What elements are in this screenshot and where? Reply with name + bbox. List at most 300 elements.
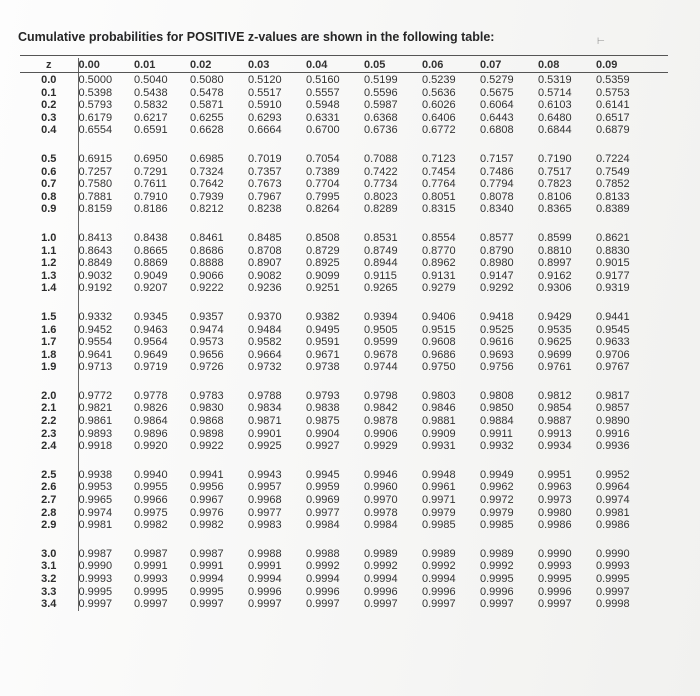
probability-cell: 0.5239 xyxy=(422,74,456,86)
probability-cell: 0.8485 xyxy=(248,231,282,244)
table-row xyxy=(20,481,668,494)
probability-cell: 0.7852 xyxy=(596,178,630,191)
probability-cell: 0.9979 xyxy=(480,506,514,519)
probability-cell: 0.9988 xyxy=(306,547,340,560)
probability-cell: 0.8729 xyxy=(306,244,340,257)
probability-cell: 0.9756 xyxy=(480,361,514,374)
z-value-cell: 0.7 xyxy=(20,178,78,191)
probability-cell: 0.7088 xyxy=(364,152,398,165)
probability-cell: 0.9980 xyxy=(538,506,572,519)
probability-cell: 0.7823 xyxy=(538,178,572,191)
probability-cell: 0.9975 xyxy=(134,506,168,519)
probability-cell: 0.7291 xyxy=(134,165,168,178)
probability-cell: 0.9991 xyxy=(134,560,168,573)
table-row xyxy=(20,191,668,204)
probability-cell: 0.5636 xyxy=(422,86,456,99)
probability-cell: 0.7611 xyxy=(134,178,167,191)
probability-cell: 0.9177 xyxy=(596,269,630,282)
probability-cell: 0.9979 xyxy=(422,506,456,519)
probability-cell: 0.8621 xyxy=(596,231,630,244)
probability-cell: 0.9994 xyxy=(306,573,340,585)
probability-cell: 0.7673 xyxy=(248,178,282,191)
table-row xyxy=(20,573,668,586)
probability-cell: 0.6141 xyxy=(596,99,630,112)
probability-cell: 0.5319 xyxy=(538,74,572,86)
probability-cell: 0.9719 xyxy=(134,361,168,374)
probability-cell: 0.7486 xyxy=(480,165,514,178)
probability-cell: 0.9842 xyxy=(364,402,398,415)
probability-cell: 0.9959 xyxy=(306,481,340,494)
probability-cell: 0.8264 xyxy=(306,203,340,216)
probability-cell: 0.9783 xyxy=(190,389,224,402)
probability-cell: 0.9484 xyxy=(248,323,282,336)
column-header: 0.01 xyxy=(134,58,190,73)
probability-cell: 0.9015 xyxy=(596,257,630,270)
probability-cell: 0.9989 xyxy=(480,547,514,560)
probability-cell: 0.9890 xyxy=(596,415,630,428)
probability-cell: 0.9599 xyxy=(364,336,398,349)
probability-cell: 0.8238 xyxy=(248,203,282,216)
probability-cell: 0.9846 xyxy=(422,402,456,415)
table-row xyxy=(20,586,668,599)
table-row xyxy=(20,99,668,112)
probability-cell: 0.9222 xyxy=(190,282,224,295)
probability-cell: 0.9996 xyxy=(422,585,456,598)
probability-cell: 0.9992 xyxy=(364,560,398,573)
probability-cell: 0.9279 xyxy=(422,282,456,295)
probability-cell: 0.8365 xyxy=(538,203,572,216)
z-value-cell: 1.8 xyxy=(20,349,78,362)
table-row xyxy=(20,216,668,245)
probability-cell: 0.8133 xyxy=(596,190,630,203)
probability-cell: 0.6331 xyxy=(306,111,340,124)
z-value-cell: 1.4 xyxy=(20,282,78,295)
probability-cell: 0.9406 xyxy=(422,310,456,323)
probability-cell: 0.5517 xyxy=(248,86,282,99)
probability-cell: 0.9992 xyxy=(306,560,340,573)
probability-cell: 0.9525 xyxy=(480,323,514,336)
probability-cell: 0.6026 xyxy=(422,99,456,112)
probability-cell: 0.9803 xyxy=(422,389,456,402)
probability-cell: 0.9582 xyxy=(248,336,282,349)
probability-cell: 0.6844 xyxy=(538,124,572,137)
probability-cell: 0.9678 xyxy=(364,348,398,361)
probability-cell: 0.7910 xyxy=(134,190,168,203)
probability-cell: 0.5398 xyxy=(78,86,113,99)
probability-cell: 0.9236 xyxy=(248,282,282,295)
probability-cell: 0.9251 xyxy=(306,282,340,295)
z-value-cell: 3.2 xyxy=(20,573,78,586)
probability-cell: 0.9573 xyxy=(190,336,224,349)
probability-cell: 0.5948 xyxy=(306,99,340,112)
z-value-cell: 1.9 xyxy=(20,361,78,374)
header-row xyxy=(20,58,668,73)
z-value-cell: 1.0 xyxy=(20,216,78,245)
probability-cell: 0.9932 xyxy=(480,440,514,453)
probability-cell: 0.9931 xyxy=(422,440,456,453)
probability-cell: 0.7324 xyxy=(190,165,224,178)
probability-cell: 0.9985 xyxy=(480,519,514,532)
probability-cell: 0.9925 xyxy=(248,440,282,453)
probability-cell: 0.9738 xyxy=(306,361,340,374)
table-row xyxy=(20,361,668,374)
probability-cell: 0.9992 xyxy=(480,560,514,573)
probability-cell: 0.9099 xyxy=(306,269,340,282)
probability-cell: 0.9918 xyxy=(78,440,113,453)
probability-cell: 0.9997 xyxy=(134,598,168,611)
column-header: 0.09 xyxy=(596,58,668,73)
probability-cell: 0.8577 xyxy=(480,231,514,244)
probability-cell: 0.9898 xyxy=(190,427,224,440)
probability-cell: 0.9982 xyxy=(190,519,224,532)
probability-cell: 0.9896 xyxy=(134,427,168,440)
table-row xyxy=(20,270,668,283)
probability-cell: 0.8159 xyxy=(78,203,113,216)
probability-cell: 0.7967 xyxy=(248,190,282,203)
probability-cell: 0.6517 xyxy=(596,111,630,124)
probability-cell: 0.9993 xyxy=(78,573,113,585)
probability-cell: 0.8810 xyxy=(538,244,572,257)
probability-cell: 0.9887 xyxy=(538,415,572,428)
probability-cell: 0.9834 xyxy=(248,402,282,415)
probability-cell: 0.6554 xyxy=(78,124,113,137)
z-value-cell: 0.5 xyxy=(20,137,78,166)
probability-cell: 0.9767 xyxy=(596,361,630,374)
table-row xyxy=(20,137,668,166)
table-row xyxy=(20,402,668,415)
z-value-cell: 3.4 xyxy=(20,598,78,611)
probability-cell: 0.8997 xyxy=(538,257,572,270)
probability-cell: 0.8599 xyxy=(538,231,572,244)
probability-cell: 0.9993 xyxy=(538,560,572,573)
table-row xyxy=(20,440,668,453)
probability-cell: 0.9370 xyxy=(248,310,282,323)
table-row xyxy=(20,73,668,87)
probability-cell: 0.9996 xyxy=(364,585,398,598)
probability-cell: 0.5120 xyxy=(248,74,282,86)
column-header: 0.07 xyxy=(480,58,538,73)
probability-cell: 0.7734 xyxy=(364,178,398,191)
probability-cell: 0.9131 xyxy=(422,269,456,282)
probability-cell: 0.9987 xyxy=(190,547,224,560)
probability-cell: 0.7422 xyxy=(364,165,398,178)
z-value-cell: 1.2 xyxy=(20,257,78,270)
probability-cell: 0.9997 xyxy=(596,585,630,598)
probability-cell: 0.8686 xyxy=(190,244,224,257)
probability-cell: 0.9082 xyxy=(248,269,282,282)
probability-cell: 0.8461 xyxy=(190,231,224,244)
table-row xyxy=(20,178,668,191)
probability-cell: 0.9977 xyxy=(248,506,282,519)
probability-cell: 0.9671 xyxy=(306,348,340,361)
z-value-cell: 2.0 xyxy=(20,374,78,403)
probability-cell: 0.9987 xyxy=(134,547,168,560)
probability-cell: 0.8289 xyxy=(364,203,398,216)
probability-cell: 0.9943 xyxy=(248,468,282,481)
probability-cell: 0.9505 xyxy=(364,323,398,336)
probability-cell: 0.9994 xyxy=(422,573,456,585)
probability-cell: 0.8665 xyxy=(134,244,168,257)
probability-cell: 0.9965 xyxy=(78,494,113,507)
z-value-cell: 2.3 xyxy=(20,428,78,441)
probability-cell: 0.7995 xyxy=(306,190,340,203)
probability-cell: 0.9997 xyxy=(480,598,514,611)
table-row xyxy=(20,374,668,403)
probability-cell: 0.9996 xyxy=(306,585,340,598)
probability-cell: 0.8830 xyxy=(596,244,630,257)
probability-cell: 0.5160 xyxy=(306,74,340,86)
probability-cell: 0.9884 xyxy=(480,415,514,428)
probability-cell: 0.9983 xyxy=(248,519,282,532)
probability-cell: 0.9854 xyxy=(538,402,572,415)
probability-cell: 0.9554 xyxy=(78,336,113,349)
probability-cell: 0.6406 xyxy=(422,111,456,124)
probability-cell: 0.8888 xyxy=(190,257,224,270)
z-value-cell: 0.1 xyxy=(20,87,78,100)
probability-cell: 0.8023 xyxy=(364,190,398,203)
probability-cell: 0.9976 xyxy=(190,506,224,519)
probability-cell: 0.8508 xyxy=(306,231,340,244)
probability-cell: 0.9664 xyxy=(248,348,282,361)
probability-cell: 0.9985 xyxy=(422,519,456,532)
z-value-cell: 0.4 xyxy=(20,124,78,137)
probability-cell: 0.6293 xyxy=(248,111,282,124)
column-header: 0.00 xyxy=(78,58,134,73)
table-row xyxy=(20,507,668,520)
probability-cell: 0.9515 xyxy=(422,323,456,336)
probability-cell: 0.9989 xyxy=(422,547,456,560)
probability-cell: 0.9997 xyxy=(78,598,113,611)
probability-cell: 0.9850 xyxy=(480,402,514,415)
z-value-cell: 3.3 xyxy=(20,586,78,599)
z-value-cell: 2.8 xyxy=(20,507,78,520)
probability-cell: 0.9686 xyxy=(422,348,456,361)
probability-cell: 0.9997 xyxy=(248,598,282,611)
probability-cell: 0.9946 xyxy=(364,468,398,481)
probability-cell: 0.8554 xyxy=(422,231,456,244)
probability-cell: 0.9929 xyxy=(364,440,398,453)
probability-cell: 0.9989 xyxy=(364,547,398,560)
probability-cell: 0.9962 xyxy=(480,481,514,494)
z-value-cell: 2.6 xyxy=(20,481,78,494)
probability-cell: 0.9994 xyxy=(364,573,398,585)
probability-cell: 0.9641 xyxy=(78,348,113,361)
probability-cell: 0.9981 xyxy=(78,519,113,532)
probability-cell: 0.9868 xyxy=(190,415,224,428)
probability-cell: 0.9972 xyxy=(480,494,514,507)
z-table xyxy=(20,58,668,611)
probability-cell: 0.6255 xyxy=(190,111,224,124)
probability-cell: 0.9994 xyxy=(190,573,224,585)
probability-cell: 0.9319 xyxy=(596,282,630,295)
probability-cell: 0.7549 xyxy=(596,165,630,178)
probability-cell: 0.9949 xyxy=(480,468,514,481)
probability-cell: 0.6950 xyxy=(134,152,168,165)
probability-cell: 0.9990 xyxy=(538,547,572,560)
stray-mark: ⊢ xyxy=(597,36,605,46)
probability-cell: 0.9732 xyxy=(248,361,282,374)
z-value-cell: 0.0 xyxy=(20,73,78,87)
probability-cell: 0.9974 xyxy=(596,494,630,507)
probability-cell: 0.9995 xyxy=(190,585,224,598)
probability-cell: 0.9857 xyxy=(596,402,630,415)
z-value-cell: 1.5 xyxy=(20,295,78,324)
probability-cell: 0.7939 xyxy=(190,190,224,203)
column-header: 0.03 xyxy=(248,58,306,73)
probability-cell: 0.5438 xyxy=(134,86,168,99)
table-row xyxy=(20,428,668,441)
probability-cell: 0.9693 xyxy=(480,348,514,361)
probability-cell: 0.9382 xyxy=(306,310,340,323)
probability-cell: 0.9961 xyxy=(422,481,456,494)
probability-cell: 0.5832 xyxy=(134,99,168,112)
probability-cell: 0.8340 xyxy=(480,203,514,216)
probability-cell: 0.6772 xyxy=(422,124,456,137)
probability-cell: 0.9744 xyxy=(364,361,398,374)
probability-cell: 0.7357 xyxy=(248,165,282,178)
probability-cell: 0.9957 xyxy=(248,481,282,494)
probability-cell: 0.5714 xyxy=(538,86,572,99)
probability-cell: 0.9990 xyxy=(596,547,630,560)
probability-cell: 0.9778 xyxy=(134,389,168,402)
probability-cell: 0.9906 xyxy=(364,427,398,440)
probability-cell: 0.9901 xyxy=(248,427,282,440)
probability-cell: 0.9953 xyxy=(78,481,113,494)
probability-cell: 0.9495 xyxy=(306,323,340,336)
probability-cell: 0.9798 xyxy=(364,389,398,402)
z-value-cell: 1.7 xyxy=(20,336,78,349)
probability-cell: 0.9875 xyxy=(306,415,340,428)
probability-cell: 0.7794 xyxy=(480,178,514,191)
table-row xyxy=(20,87,668,100)
z-value-cell: 2.4 xyxy=(20,440,78,453)
probability-cell: 0.5910 xyxy=(248,99,282,112)
probability-cell: 0.6808 xyxy=(480,124,514,137)
probability-cell: 0.5199 xyxy=(364,74,398,86)
probability-cell: 0.9893 xyxy=(78,427,113,440)
probability-cell: 0.9997 xyxy=(364,598,398,611)
probability-cell: 0.6064 xyxy=(480,99,514,112)
probability-cell: 0.9616 xyxy=(480,336,514,349)
probability-cell: 0.5478 xyxy=(190,86,224,99)
probability-cell: 0.5359 xyxy=(596,74,630,86)
z-value-cell: 0.3 xyxy=(20,112,78,125)
table-row xyxy=(20,257,668,270)
z-value-cell: 1.1 xyxy=(20,245,78,258)
probability-cell: 0.8643 xyxy=(78,244,113,257)
table-row xyxy=(20,336,668,349)
probability-cell: 0.8770 xyxy=(422,244,456,257)
probability-cell: 0.9991 xyxy=(248,560,282,573)
probability-cell: 0.9951 xyxy=(538,468,572,481)
probability-cell: 0.9986 xyxy=(538,519,572,532)
probability-cell: 0.9995 xyxy=(480,573,514,585)
probability-cell: 0.8790 xyxy=(480,244,514,257)
probability-cell: 0.9306 xyxy=(538,282,572,295)
probability-cell: 0.5753 xyxy=(596,86,630,99)
probability-cell: 0.9997 xyxy=(190,598,224,611)
probability-cell: 0.9812 xyxy=(538,389,572,402)
table-row xyxy=(20,203,668,216)
probability-cell: 0.9911 xyxy=(480,427,513,440)
probability-cell: 0.9357 xyxy=(190,310,224,323)
probability-cell: 0.9633 xyxy=(596,336,630,349)
probability-cell: 0.9909 xyxy=(422,427,456,440)
probability-cell: 0.5596 xyxy=(364,86,398,99)
probability-cell: 0.9995 xyxy=(596,573,630,585)
probability-cell: 0.9993 xyxy=(596,560,630,573)
probability-cell: 0.8389 xyxy=(596,203,630,216)
table-row xyxy=(20,324,668,337)
z-value-cell: 3.1 xyxy=(20,560,78,573)
probability-cell: 0.9913 xyxy=(538,427,572,440)
probability-cell: 0.9984 xyxy=(364,519,398,532)
table-top-rule xyxy=(20,55,668,56)
probability-cell: 0.9994 xyxy=(248,573,282,585)
probability-cell: 0.9971 xyxy=(422,494,456,507)
probability-cell: 0.9292 xyxy=(480,282,514,295)
probability-cell: 0.9995 xyxy=(78,585,113,598)
probability-cell: 0.9940 xyxy=(134,468,168,481)
probability-cell: 0.9821 xyxy=(78,402,113,415)
probability-cell: 0.9936 xyxy=(596,440,630,453)
probability-cell: 0.9788 xyxy=(248,389,282,402)
probability-cell: 0.8438 xyxy=(134,231,168,244)
probability-cell: 0.7389 xyxy=(306,165,340,178)
z-value-cell: 2.5 xyxy=(20,453,78,482)
probability-cell: 0.5675 xyxy=(480,86,514,99)
probability-cell: 0.9984 xyxy=(306,519,340,532)
probability-cell: 0.9808 xyxy=(480,389,514,402)
table-row xyxy=(20,112,668,125)
probability-cell: 0.8749 xyxy=(364,244,398,257)
column-header: 0.02 xyxy=(190,58,248,73)
probability-cell: 0.9535 xyxy=(538,323,572,336)
z-value-cell: 2.9 xyxy=(20,519,78,532)
probability-cell: 0.7123 xyxy=(422,152,456,165)
probability-cell: 0.9997 xyxy=(306,598,340,611)
probability-cell: 0.8315 xyxy=(422,203,456,216)
probability-cell: 0.9969 xyxy=(306,494,340,507)
probability-cell: 0.9967 xyxy=(190,494,224,507)
probability-cell: 0.9970 xyxy=(364,494,398,507)
probability-cell: 0.9591 xyxy=(306,336,340,349)
probability-cell: 0.6985 xyxy=(190,152,224,165)
probability-cell: 0.9938 xyxy=(78,468,113,481)
probability-cell: 0.7881 xyxy=(78,190,113,203)
probability-cell: 0.6217 xyxy=(134,111,168,124)
z-value-cell: 0.9 xyxy=(20,203,78,216)
probability-cell: 0.9982 xyxy=(134,519,168,532)
probability-cell: 0.9817 xyxy=(596,389,630,402)
table-row xyxy=(20,598,668,611)
probability-cell: 0.9706 xyxy=(596,348,630,361)
probability-cell: 0.9960 xyxy=(364,481,398,494)
probability-cell: 0.9265 xyxy=(364,282,398,295)
probability-cell: 0.7257 xyxy=(78,165,113,178)
probability-cell: 0.6915 xyxy=(78,152,113,165)
probability-cell: 0.5080 xyxy=(190,74,224,86)
probability-cell: 0.9952 xyxy=(596,468,630,481)
probability-cell: 0.9793 xyxy=(306,389,340,402)
probability-cell: 0.9973 xyxy=(538,494,572,507)
column-header: 0.05 xyxy=(364,58,422,73)
probability-cell: 0.8531 xyxy=(364,231,398,244)
probability-cell: 0.8186 xyxy=(134,203,168,216)
probability-cell: 0.8078 xyxy=(480,190,514,203)
probability-cell: 0.7019 xyxy=(248,152,282,165)
z-value-cell: 2.7 xyxy=(20,494,78,507)
